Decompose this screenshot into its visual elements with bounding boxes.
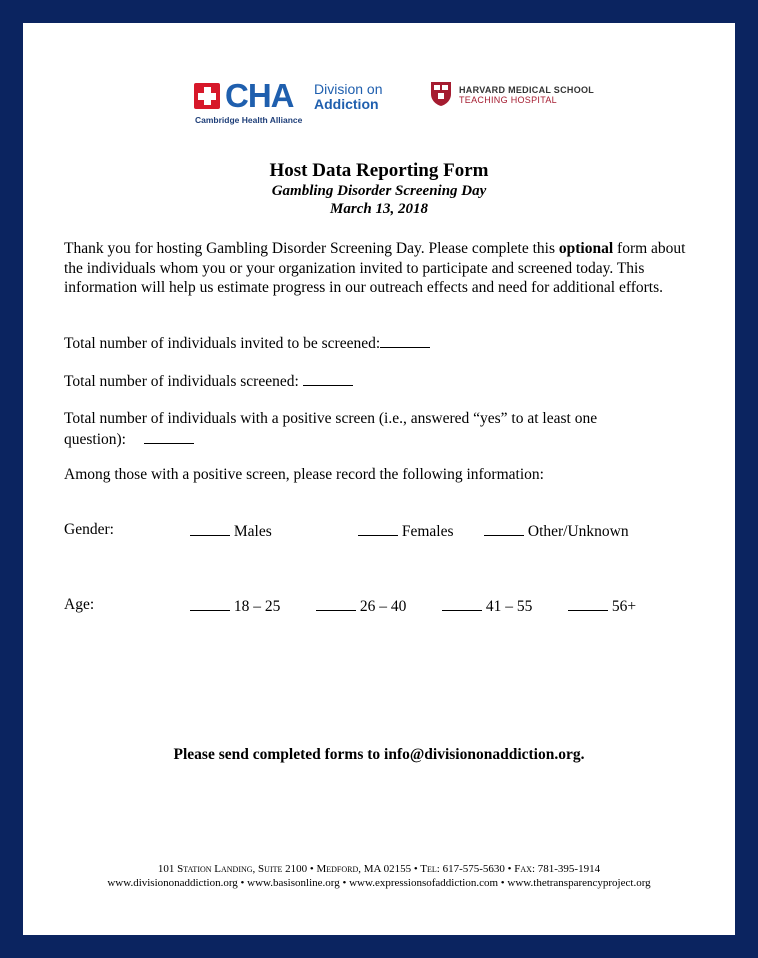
gender-option-females: Females — [358, 521, 454, 541]
age-option-26-40: 26 – 40 — [316, 596, 406, 616]
cha-subtitle: Cambridge Health Alliance — [195, 115, 303, 125]
cross-icon — [194, 83, 220, 109]
division-on-addiction-label: Division on Addiction — [314, 81, 383, 112]
among-instruction: Among those with a positive screen, please record the following information: — [64, 466, 544, 483]
males-blank[interactable] — [190, 521, 230, 536]
age-option-41-55: 41 – 55 — [442, 596, 532, 616]
screened-question: Total number of individuals screened: — [64, 371, 353, 392]
intro-paragraph: Thank you for hosting Gambling Disorder Screening Day. Please complete this optional form about the individuals whom you or your organization invited to participate and screened today. This information will help us estimate progress in our outreach effects and need for additional efforts. — [64, 240, 686, 296]
form-subtitle: Gambling Disorder Screening Day — [271, 183, 487, 199]
hms-logo — [430, 81, 610, 111]
age-option-18-25: 18 – 25 — [190, 596, 280, 616]
gender-option-males: Males — [190, 521, 272, 541]
age-26-40-blank[interactable] — [316, 596, 356, 611]
form-header — [23, 160, 735, 218]
hms-teaching-hospital: TEACHING HOSPITAL — [459, 95, 557, 105]
invited-question: Total number of individuals invited to be screened: — [64, 333, 430, 354]
hms-name: HARVARD MEDICAL SCHOOL — [459, 85, 595, 95]
cha-logo — [194, 79, 404, 129]
harvard-shield-icon — [430, 81, 452, 107]
age-56-plus-blank[interactable] — [568, 596, 608, 611]
positive-question: Total number of individuals with a positive screen (i.e., answered “yes” to at least one question): — [64, 410, 598, 448]
other-blank[interactable] — [484, 521, 524, 536]
positive-blank[interactable] — [144, 429, 194, 444]
females-blank[interactable] — [358, 521, 398, 536]
footer — [23, 863, 735, 890]
age-18-25-blank[interactable] — [190, 596, 230, 611]
footer-websites: www.divisiononaddiction.org • www.basisonline.org • www.expressionsofaddiction.com • www.thetransparencyproject.org — [107, 876, 651, 889]
age-41-55-blank[interactable] — [442, 596, 482, 611]
screened-blank[interactable] — [303, 371, 353, 386]
send-instructions: Please send completed forms to info@divisiononaddiction.org. — [173, 746, 585, 763]
footer-address: 101 Station Landing, Suite 2100 • Medford, MA 02155 • Tel: 617-575-5630 • Fax: 781-395-1914 — [157, 863, 601, 875]
gender-option-other: Other/Unknown — [484, 521, 629, 541]
form-page — [23, 23, 735, 935]
form-title: Host Data Reporting Form — [269, 160, 489, 181]
age-label: Age: — [64, 596, 95, 613]
cha-wordmark: CHA — [225, 77, 294, 114]
form-date: March 13, 2018 — [330, 201, 428, 217]
optional-emphasis: optional — [558, 240, 614, 257]
invited-blank[interactable] — [380, 333, 430, 348]
age-option-56-plus: 56+ — [568, 596, 636, 616]
gender-label: Gender: — [64, 521, 114, 538]
